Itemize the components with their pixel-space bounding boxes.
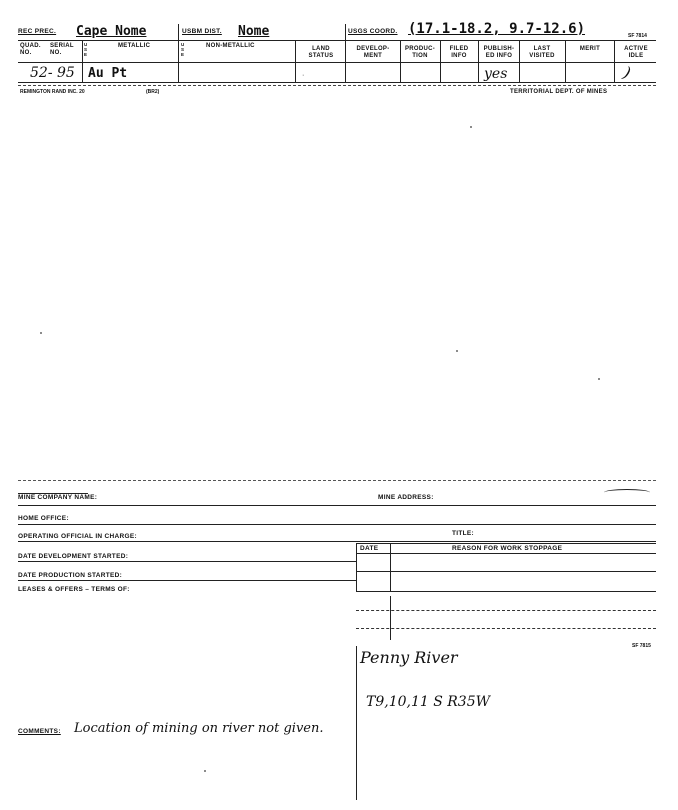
row-land-status-dot: · [302, 72, 305, 79]
rule [18, 561, 356, 562]
col-use-metallic: U S E [84, 42, 88, 57]
col-land-status: LAND STATUS [308, 46, 334, 59]
comments-label: COMMENTS: [18, 728, 61, 735]
rule [356, 628, 656, 629]
col-metallic: METALLIC [118, 43, 151, 49]
rule [18, 524, 656, 525]
date-development-label: DATE DEVELOPMENT STARTED: [18, 553, 129, 560]
usgs-coord-value: (17.1-18.2, 9.7-12.6) [408, 21, 586, 37]
col-last-visited: LAST VISITED [529, 46, 555, 59]
col-divider [400, 40, 401, 82]
reason-header: REASON FOR WORK STOPPAGE [452, 545, 563, 552]
home-office-label: HOME OFFICE: [18, 515, 69, 522]
col-quad-no: QUAD. NO. [20, 43, 41, 56]
col-non-metallic: NON-METALLIC [206, 43, 255, 49]
pen-stroke [604, 489, 650, 496]
rule [356, 543, 656, 544]
card-top-edge [18, 480, 656, 481]
date-header: DATE [360, 545, 379, 552]
handwritten-location: Penny River [360, 648, 458, 667]
column-header-bottom-rule [18, 62, 656, 63]
col-divider [356, 543, 357, 591]
col-use-non-metallic: U S E [181, 42, 185, 57]
usgs-coord-label: USGS COORD. [348, 28, 398, 35]
rule [18, 541, 656, 542]
row-published-info: yes [484, 66, 508, 82]
row-metallic: Au Pt [88, 66, 128, 81]
rule [356, 610, 656, 611]
rule [18, 505, 656, 506]
form-code-top: SF 7814 [628, 33, 647, 39]
usbm-dist-value: Nome [238, 24, 270, 39]
speck [204, 770, 206, 772]
operating-official-label: OPERATING OFFICIAL IN CHARGE: [18, 533, 137, 540]
col-serial-no: SERIAL NO. [50, 43, 74, 56]
rec-prec-value: Cape Nome [76, 24, 147, 39]
col-divider [390, 543, 391, 591]
row-active-idle-mark: ) [620, 62, 634, 83]
col-divider [565, 40, 566, 82]
col-divider [345, 24, 346, 82]
col-production: PRODUC-TION [404, 46, 436, 59]
rec-prec-label: REC PREC. [18, 28, 57, 35]
usbm-dist-label: USBM DIST. [182, 28, 222, 35]
header-bottom-rule [18, 40, 656, 41]
rule [356, 591, 656, 592]
col-published-info: PUBLISH-ED INFO [483, 46, 515, 59]
rule [18, 580, 356, 581]
col-divider [295, 40, 296, 82]
mine-address-label: MINE ADDRESS: [378, 494, 434, 501]
col-active-idle: ACTIVE IDLE [624, 46, 648, 59]
margin-line [356, 646, 357, 800]
rule [356, 553, 656, 554]
col-divider [614, 40, 615, 82]
col-divider [519, 40, 520, 82]
row-quad-serial: 52- 95 [30, 65, 75, 81]
speck [470, 126, 472, 128]
mine-company-name-label: MINE COMPANY NAME: [18, 494, 98, 501]
date-production-label: DATE PRODUCTION STARTED: [18, 572, 123, 579]
col-development: DEVELOP-MENT [356, 46, 390, 59]
footer-printer: REMINGTON RAND INC. 20 [20, 89, 85, 95]
strike-rule [18, 493, 88, 494]
card-tear-rule [18, 85, 656, 86]
col-divider [390, 596, 391, 640]
col-divider [82, 40, 83, 82]
footer-territorial: TERRITORIAL DEPT. OF MINES [510, 89, 608, 95]
col-divider [178, 24, 179, 82]
leases-offers-label: LEASES & OFFERS – TERMS OF: [18, 586, 130, 593]
title-label: TITLE: [452, 530, 475, 537]
col-merit: MERIT [579, 46, 601, 52]
footer-code: (BR2) [146, 89, 160, 95]
col-filed-info: FILED INFO [449, 46, 469, 59]
col-divider [478, 40, 479, 82]
handwritten-township: T9,10,11 S R35W [366, 694, 491, 710]
data-row-bottom-rule [18, 82, 656, 83]
col-divider [440, 40, 441, 82]
speck [40, 332, 42, 334]
form-code-bottom: SF 7815 [632, 643, 651, 649]
speck [456, 350, 458, 352]
rule [356, 571, 656, 572]
speck [598, 378, 600, 380]
comments-value: Location of mining on river not given. [74, 721, 324, 736]
